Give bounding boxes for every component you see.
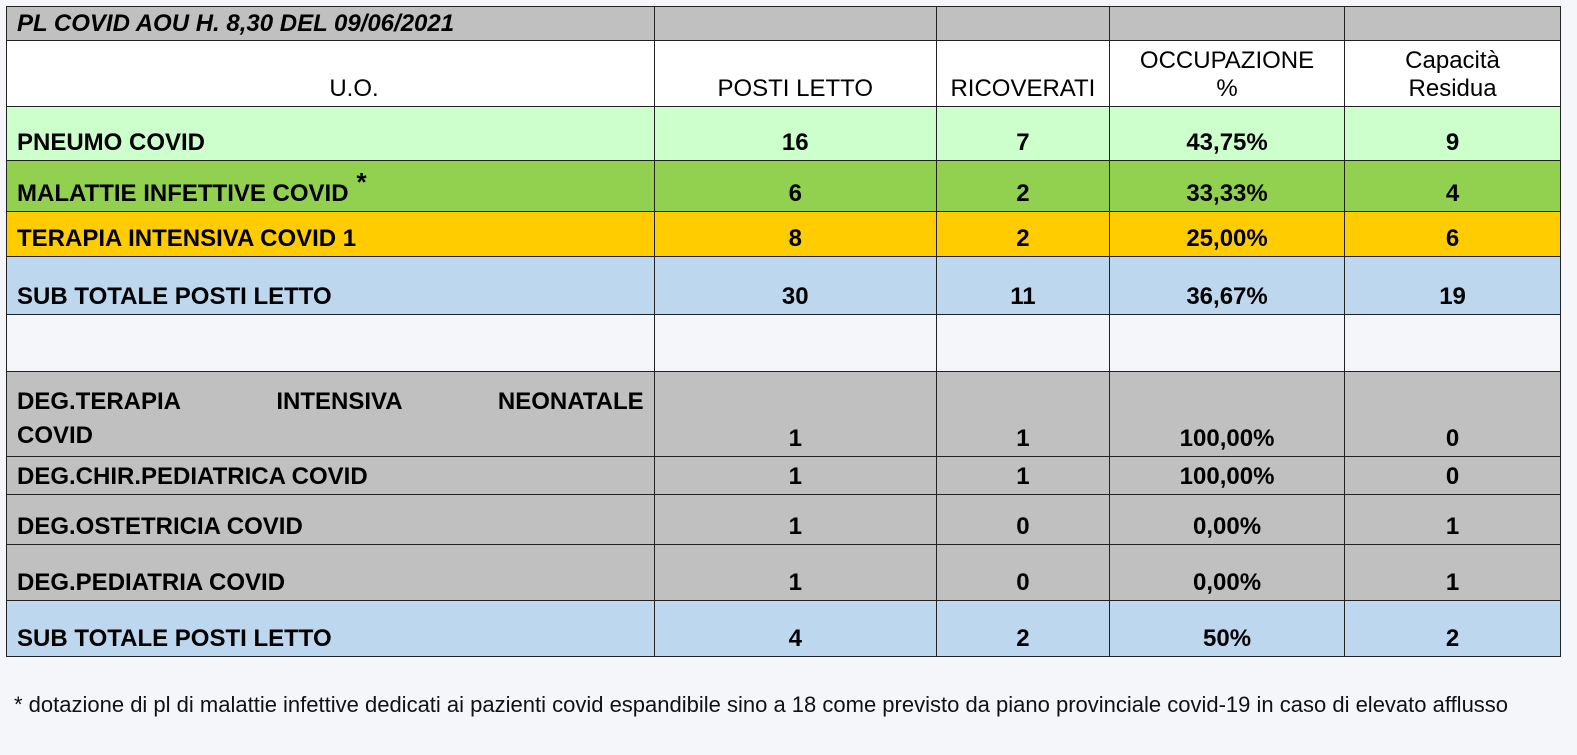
capacita-value: 1 (1345, 495, 1561, 545)
capacita-value: 4 (1345, 161, 1561, 212)
uo-name: PNEUMO COVID (7, 107, 655, 161)
uo-name-line2: COVID (17, 422, 94, 449)
table-title: PL COVID AOU H. 8,30 DEL 09/06/2021 (7, 7, 655, 41)
ricoverati-value: 2 (936, 212, 1109, 257)
footnote-marker: * (356, 167, 367, 197)
header-uo: U.O. (7, 41, 655, 107)
ricoverati-value: 7 (936, 107, 1109, 161)
posti-letto-value: 1 (654, 457, 936, 495)
ricoverati-value: 11 (936, 257, 1109, 315)
occupazione-value: 43,75% (1109, 107, 1344, 161)
header-capacita (1345, 41, 1561, 107)
occupazione-value: 36,67% (1109, 257, 1344, 315)
title-filler (654, 7, 936, 41)
empty-cell (7, 315, 655, 372)
ricoverati-value: 2 (936, 161, 1109, 212)
uo-name: TERAPIA INTENSIVA COVID 1 (7, 212, 655, 257)
ricoverati-value: 1 (936, 372, 1109, 457)
table-row (7, 457, 1561, 495)
capacita-value: 9 (1345, 107, 1561, 161)
bed-occupancy-table (6, 6, 1561, 657)
header-posti-letto: POSTI LETTO (654, 41, 936, 107)
header-occupazione-line1: OCCUPAZIONE (1139, 47, 1315, 74)
subtotal-row (7, 601, 1561, 657)
uo-name: DEG.OSTETRICIA COVID (7, 495, 655, 545)
capacita-value: 0 (1345, 372, 1561, 457)
title-filler (936, 7, 1109, 41)
ricoverati-value: 2 (936, 601, 1109, 657)
header-occupazione-line2: % (1216, 75, 1238, 102)
table-row (7, 212, 1561, 257)
spacer-row (7, 315, 1561, 372)
subtotal-label: SUB TOTALE POSTI LETTO (7, 601, 655, 657)
occupazione-value: 25,00% (1109, 212, 1344, 257)
posti-letto-value: 1 (654, 545, 936, 601)
empty-cell (1109, 315, 1344, 372)
posti-letto-value: 30 (654, 257, 936, 315)
posti-letto-value: 4 (654, 601, 936, 657)
empty-cell (654, 315, 936, 372)
uo-name-cell (7, 161, 655, 212)
occupazione-value: 100,00% (1109, 372, 1344, 457)
posti-letto-value: 1 (654, 372, 936, 457)
posti-letto-value: 1 (654, 495, 936, 545)
posti-letto-value: 8 (654, 212, 936, 257)
capacita-value: 1 (1345, 545, 1561, 601)
empty-cell (936, 315, 1109, 372)
uo-name: MALATTIE INFETTIVE COVID (17, 180, 349, 207)
capacita-value: 0 (1345, 457, 1561, 495)
uo-name-word: INTENSIVA (276, 388, 403, 415)
posti-letto-value: 6 (654, 161, 936, 212)
capacita-value: 2 (1345, 601, 1561, 657)
occupazione-value: 100,00% (1109, 457, 1344, 495)
uo-name (7, 372, 655, 457)
posti-letto-value: 16 (654, 107, 936, 161)
uo-name-word: NEONATALE (497, 388, 644, 415)
subtotal-row (7, 257, 1561, 315)
table-row (7, 495, 1561, 545)
uo-name-line1 (17, 385, 644, 419)
footnote: * dotazione di pl di malattie infettive dedicati ai pazienti covid espandibile sino a 18 come previsto da piano provinciale covid-19 in caso di elevato afflusso (14, 692, 1509, 717)
header-row (7, 41, 1561, 107)
occupazione-value: 33,33% (1109, 161, 1344, 212)
header-capacita-line1: Capacità (1405, 47, 1500, 74)
table-row (7, 107, 1561, 161)
uo-name: DEG.CHIR.PEDIATRICA COVID (7, 457, 655, 495)
table-row (7, 545, 1561, 601)
empty-cell (1345, 315, 1561, 372)
subtotal-label: SUB TOTALE POSTI LETTO (7, 257, 655, 315)
capacita-value: 19 (1345, 257, 1561, 315)
ricoverati-value: 0 (936, 495, 1109, 545)
occupazione-value: 50% (1109, 601, 1344, 657)
occupazione-value: 0,00% (1109, 545, 1344, 601)
ricoverati-value: 0 (936, 545, 1109, 601)
header-capacita-line2: Residua (1408, 75, 1497, 102)
title-row (7, 7, 1561, 41)
table-row (7, 372, 1561, 457)
capacita-value: 6 (1345, 212, 1561, 257)
table-row (7, 161, 1561, 212)
title-filler (1109, 7, 1344, 41)
header-occupazione (1109, 41, 1344, 107)
uo-name-word: DEG.TERAPIA (17, 388, 182, 415)
occupazione-value: 0,00% (1109, 495, 1344, 545)
header-ricoverati: RICOVERATI (936, 41, 1109, 107)
uo-name: DEG.PEDIATRIA COVID (7, 545, 655, 601)
title-filler (1345, 7, 1561, 41)
ricoverati-value: 1 (936, 457, 1109, 495)
